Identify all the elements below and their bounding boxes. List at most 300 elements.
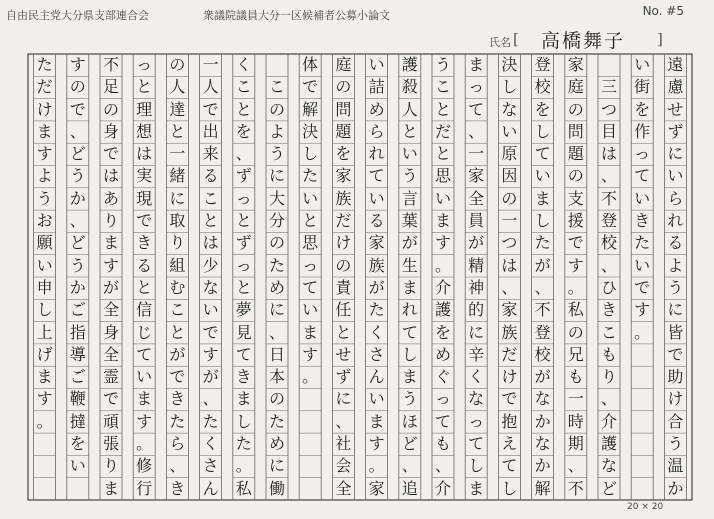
essay-char: り [102,456,119,476]
essay-char: る [368,211,385,231]
essay-char: っ [468,77,485,97]
essay-char: の [169,55,186,74]
essay-char: 家 [335,166,352,186]
essay-char: 解 [302,99,319,119]
essay-char: の [567,166,584,186]
essay-char: で [69,99,86,119]
essay-char: 詰 [368,77,385,97]
essay-char: 護 [600,434,617,454]
essay-column [133,54,155,500]
essay-char: じ [136,322,153,342]
essay-char: 、 [434,456,451,476]
essay-char: ま [136,389,153,409]
essay-char: せ [335,344,352,364]
essay-char: す [302,344,319,364]
essay-char: 登 [600,211,617,231]
essay-char: て [501,456,518,476]
essay-char: 出 [202,121,219,141]
essay-char: で [136,211,153,231]
essay-char: を [434,322,451,342]
essay-char: こ [235,77,252,97]
essay-char: を [235,121,252,141]
essay-char: 問 [335,99,352,119]
essay-char: ん [202,478,219,498]
essay-char: 体 [302,55,319,74]
essay-char: 追 [401,478,418,498]
essay-char: 。 [302,367,319,387]
essay-char: 作 [634,121,651,141]
essay-char: 家 [368,478,385,498]
essay-char: れ [401,300,418,320]
essay-char: 葉 [401,211,418,231]
essay-char: か [69,277,86,297]
essay-char: す [36,389,53,409]
grid-frame [28,54,692,500]
essay-char: 神 [468,277,485,297]
essay-char: 校 [534,344,551,364]
essay-char: 解 [534,478,551,498]
essay-char: 人 [169,77,186,97]
essay-char: 鞭 [69,389,86,409]
essay-char: 不 [600,188,617,208]
essay-char: 任 [335,300,352,320]
essay-column [399,54,421,500]
essay-char: の [268,389,285,409]
essay-char: な [534,389,551,409]
essay-char: き [634,211,651,231]
essay-char: て [468,434,485,454]
essay-char: い [434,188,451,208]
essay-char: に [268,166,285,186]
essay-char: い [302,300,319,320]
essay-column [100,54,122,500]
essay-char: い [69,456,86,476]
essay-char: だ [335,211,352,231]
name-label: 氏名 [489,36,511,49]
essay-char: も [434,434,451,454]
essay-column [664,54,686,500]
essay-char: 取 [169,211,186,231]
essay-column [532,54,554,500]
essay-char: う [667,434,684,454]
essay-char: ま [434,211,451,231]
essay-char: が [169,344,186,364]
essay-char: 庭 [335,55,352,74]
essay-char: 、 [202,389,219,409]
essay-char: い [501,121,518,141]
essay-char: 校 [534,77,551,97]
essay-char: で [202,99,219,119]
essay-char: た [202,411,219,431]
essay-char: む [169,277,186,297]
indent-cell [266,54,288,76]
essay-char: は [102,166,119,186]
essay-char: 校 [600,233,617,253]
essay-char: と [169,322,186,342]
essay-column [34,54,56,433]
essay-char: す [567,255,584,275]
essay-char: が [202,367,219,387]
essay-char: い [36,255,53,275]
essay-char: っ [434,389,451,409]
essay-char: 人 [401,99,418,119]
essay-char: い [667,166,684,186]
essay-char: 一 [169,144,186,164]
essay-column [200,54,222,500]
essay-char: 。 [235,456,252,476]
essay-char: ず [335,367,352,387]
essay-char: 因 [501,166,518,186]
essay-char: と [136,77,153,97]
essay-char: 、 [268,322,285,342]
essay-char: 。 [434,255,451,275]
essay-char: い [368,55,385,74]
essay-char: さ [202,456,219,476]
essay-char: ず [667,121,684,141]
essay-char: す [36,144,53,164]
essay-char: で [634,277,651,297]
essay-char: な [202,277,219,297]
essay-char: 理 [136,99,153,119]
essay-char: れ [368,144,385,164]
essay-char: ま [368,411,385,431]
essay-char: 、 [169,456,186,476]
essay-char: ぐ [434,367,451,387]
essay-char: け [667,389,684,409]
essay-char: 。 [368,456,385,476]
essay-char: う [268,144,285,164]
essay-char: 、 [600,389,617,409]
essay-char: 護 [434,300,451,320]
essay-char: に [667,300,684,320]
essay-char: の [69,77,86,97]
essay-char: が [534,367,551,387]
essay-char: ず [235,166,252,186]
essay-char: と [235,99,252,119]
essay-char: 夢 [235,300,252,320]
essay-char: こ [202,188,219,208]
essay-char: と [136,277,153,297]
essay-char: け [501,367,518,387]
essay-char: 生 [401,255,418,275]
essay-char: 、 [501,277,518,297]
essay-char: 全 [102,300,119,320]
essay-char: 緒 [169,166,186,186]
essay-char: た [235,434,252,454]
essay-char: で [202,322,219,342]
essay-char: 、 [600,255,617,275]
essay-char: 指 [69,322,86,342]
essay-char: 、 [235,144,252,164]
essay-char: 合 [667,411,684,431]
essay-char: り [600,367,617,387]
essay-char: と [235,277,252,297]
essay-char: う [69,255,86,275]
essay-char: 員 [468,211,485,231]
essay-char: 皆 [667,322,684,342]
essay-char: 身 [102,121,119,141]
essay-char: し [534,211,551,231]
essay-char: し [468,456,485,476]
essay-char: 族 [335,188,352,208]
essay-char: 、 [69,211,86,231]
essay-char: 願 [36,233,53,253]
essay-char: 張 [102,434,119,454]
essay-char: す [102,255,119,275]
essay-char: 撻 [69,411,86,431]
essay-char: 殺 [401,77,418,97]
essay-char: た [634,233,651,253]
essay-char: き [136,233,153,253]
essay-char: 上 [36,322,53,342]
essay-char: 不 [567,478,584,498]
essay-char: に [268,300,285,320]
essay-char: せ [667,99,684,119]
essay-char: し [401,344,418,364]
essay-char: 慮 [667,77,684,97]
essay-char: 実 [136,166,153,186]
essay-char: ま [302,322,319,342]
essay-char: 申 [36,277,53,297]
essay-char: く [202,434,219,454]
essay-char: り [102,211,119,231]
essay-char: 。 [567,277,584,297]
essay-char: 支 [567,188,584,208]
essay-char: 問 [567,121,584,141]
essay-char: 行 [136,478,153,498]
essay-char: 思 [302,233,319,253]
essay-char: ご [69,300,86,320]
essay-char: 。 [36,411,53,431]
essay-char: て [302,277,319,297]
essay-char: と [202,211,219,231]
essay-char: ど [69,233,86,253]
essay-char: た [169,411,186,431]
organization-name: 自由民主党大分県支部連合会 [6,9,149,22]
essay-char: 、 [401,456,418,476]
grid-size-label: 20 × 20 [627,502,664,512]
essay-char: は [136,144,153,164]
essay-char: ま [401,367,418,387]
essay-char: 不 [534,300,551,320]
essay-char: ど [600,478,617,498]
essay-char: て [235,344,252,364]
essay-char: る [202,166,219,186]
essay-char: げ [36,344,53,364]
essay-char: 抱 [501,411,518,431]
essay-char: 家 [368,233,385,253]
essay-char: か [667,478,684,498]
essay-char: 私 [567,300,584,320]
essay-char: と [169,121,186,141]
essay-char: つ [501,233,518,253]
essay-char: も [600,344,617,364]
essay-char: れ [667,211,684,231]
essay-char: 遠 [667,55,684,74]
essay-char: こ [600,322,617,342]
essay-char: の [102,99,119,119]
essay-char: っ [634,144,651,164]
essay-char: き [235,367,252,387]
essay-char: ま [36,121,53,141]
exam-title: 衆議院議員大分一区候補者公募 [203,9,357,22]
essay-char: 現 [136,188,153,208]
essay-char: ご [69,367,86,387]
essay-char: を [69,434,86,454]
essay-column [432,54,454,500]
essay-char: が [401,233,418,253]
essay-char: も [567,367,584,387]
essay-char: り [169,233,186,253]
essay-char: し [235,411,252,431]
essay-char: こ [169,300,186,320]
essay-char: で [567,233,584,253]
essay-char: ら [368,121,385,141]
essay-column [299,54,321,388]
essay-char: い [634,188,651,208]
essay-char: 日 [268,344,285,364]
essay-char: ど [69,144,86,164]
essay-char: 一 [567,389,584,409]
essay-char: 全 [468,188,485,208]
essay-char: 人 [202,77,219,97]
essay-char: ま [468,55,485,74]
essay-char: 言 [401,188,418,208]
essay-char: だ [434,121,451,141]
essay-char: に [268,456,285,476]
essay-char: う [401,166,418,186]
essay-char: っ [235,188,252,208]
essay-char: 護 [401,55,418,74]
essay-char: 足 [102,77,119,97]
essay-char: 登 [534,55,551,74]
essay-char: て [468,99,485,119]
name-bracket-close: ] [657,30,663,48]
essay-char: 時 [567,411,584,431]
essay-char: い [401,144,418,164]
essay-char: に [667,144,684,164]
essay-char: さ [368,344,385,364]
essay-column [565,54,587,500]
essay-char: が [368,277,385,297]
essay-char: 、 [600,166,617,186]
essay-char: め [268,434,285,454]
essay-char: で [169,367,186,387]
essay-char: が [102,277,119,297]
essay-char: な [501,99,518,119]
essay-char: 一 [468,144,485,164]
essay-char: と [302,211,319,231]
essay-char: 全 [102,344,119,364]
essay-char: 社 [335,434,352,454]
essay-char: 不 [102,55,119,74]
essay-char: 目 [600,121,617,141]
essay-char: な [600,456,617,476]
essay-char: の [567,322,584,342]
essay-char: 全 [335,478,352,498]
essay-char: て [368,166,385,186]
essay-char: と [401,121,418,141]
essay-char: ま [534,188,551,208]
essay-char: の [268,99,285,119]
essay-char: う [667,277,684,297]
essay-char: つ [600,99,617,119]
essay-char: お [36,211,53,231]
essay-column [166,54,188,500]
essay-char: 精 [468,255,485,275]
essay-char: は [501,255,518,275]
essay-char: し [36,300,53,320]
essay-char: の [268,233,285,253]
essay-char: よ [36,166,53,186]
essay-char: 身 [102,322,119,342]
essay-char: 題 [335,121,352,141]
essay-column [233,54,255,500]
essay-char: っ [302,255,319,275]
essay-char: し [534,121,551,141]
essay-char: っ [235,255,252,275]
essay-char: く [368,322,385,342]
essay-char: ず [235,233,252,253]
essay-char: が [534,255,551,275]
essay-char: う [434,55,451,74]
essay-char: て [434,411,451,431]
essay-char: て [534,144,551,164]
essay-char: す [69,55,86,74]
essay-char: 題 [567,144,584,164]
essay-char: め [368,99,385,119]
essay-char: ま [235,389,252,409]
essay-char: を [634,99,651,119]
essay-char: に [468,322,485,342]
essay-char: る [136,255,153,275]
essay-char: 温 [667,456,684,476]
essay-char: 的 [468,300,485,320]
essay-char: 家 [468,166,485,186]
essay-char: 信 [136,300,153,320]
essay-char: 。 [136,434,153,454]
essay-char: い [368,188,385,208]
essay-char: よ [268,121,285,141]
essay-char: ほ [401,411,418,431]
essay-char: ど [401,434,418,454]
essay-char: 援 [567,211,584,231]
essay-char: の [501,188,518,208]
essay-column [465,54,487,500]
essay-char: て [136,344,153,364]
essay-char: 霊 [102,367,119,387]
essay-char: ひ [600,277,617,297]
essay-column [266,54,288,500]
essay-char: た [268,411,285,431]
essay-char: の [567,99,584,119]
essay-char: 来 [202,144,219,164]
essay-char: あ [102,188,119,208]
author-name: 高橋舞子 [541,30,626,52]
essay-char: ま [102,233,119,253]
essay-char: た [534,233,551,253]
essay-char: 街 [634,77,651,97]
essay-char: て [634,166,651,186]
essay-char: う [69,166,86,186]
essay-char: け [335,233,352,253]
essay-char: 、 [335,411,352,431]
essay-char: 決 [302,121,319,141]
essay-char: だ [501,344,518,364]
essay-char: ら [169,434,186,454]
essay-char: い [136,367,153,387]
essay-char: 会 [335,456,352,476]
